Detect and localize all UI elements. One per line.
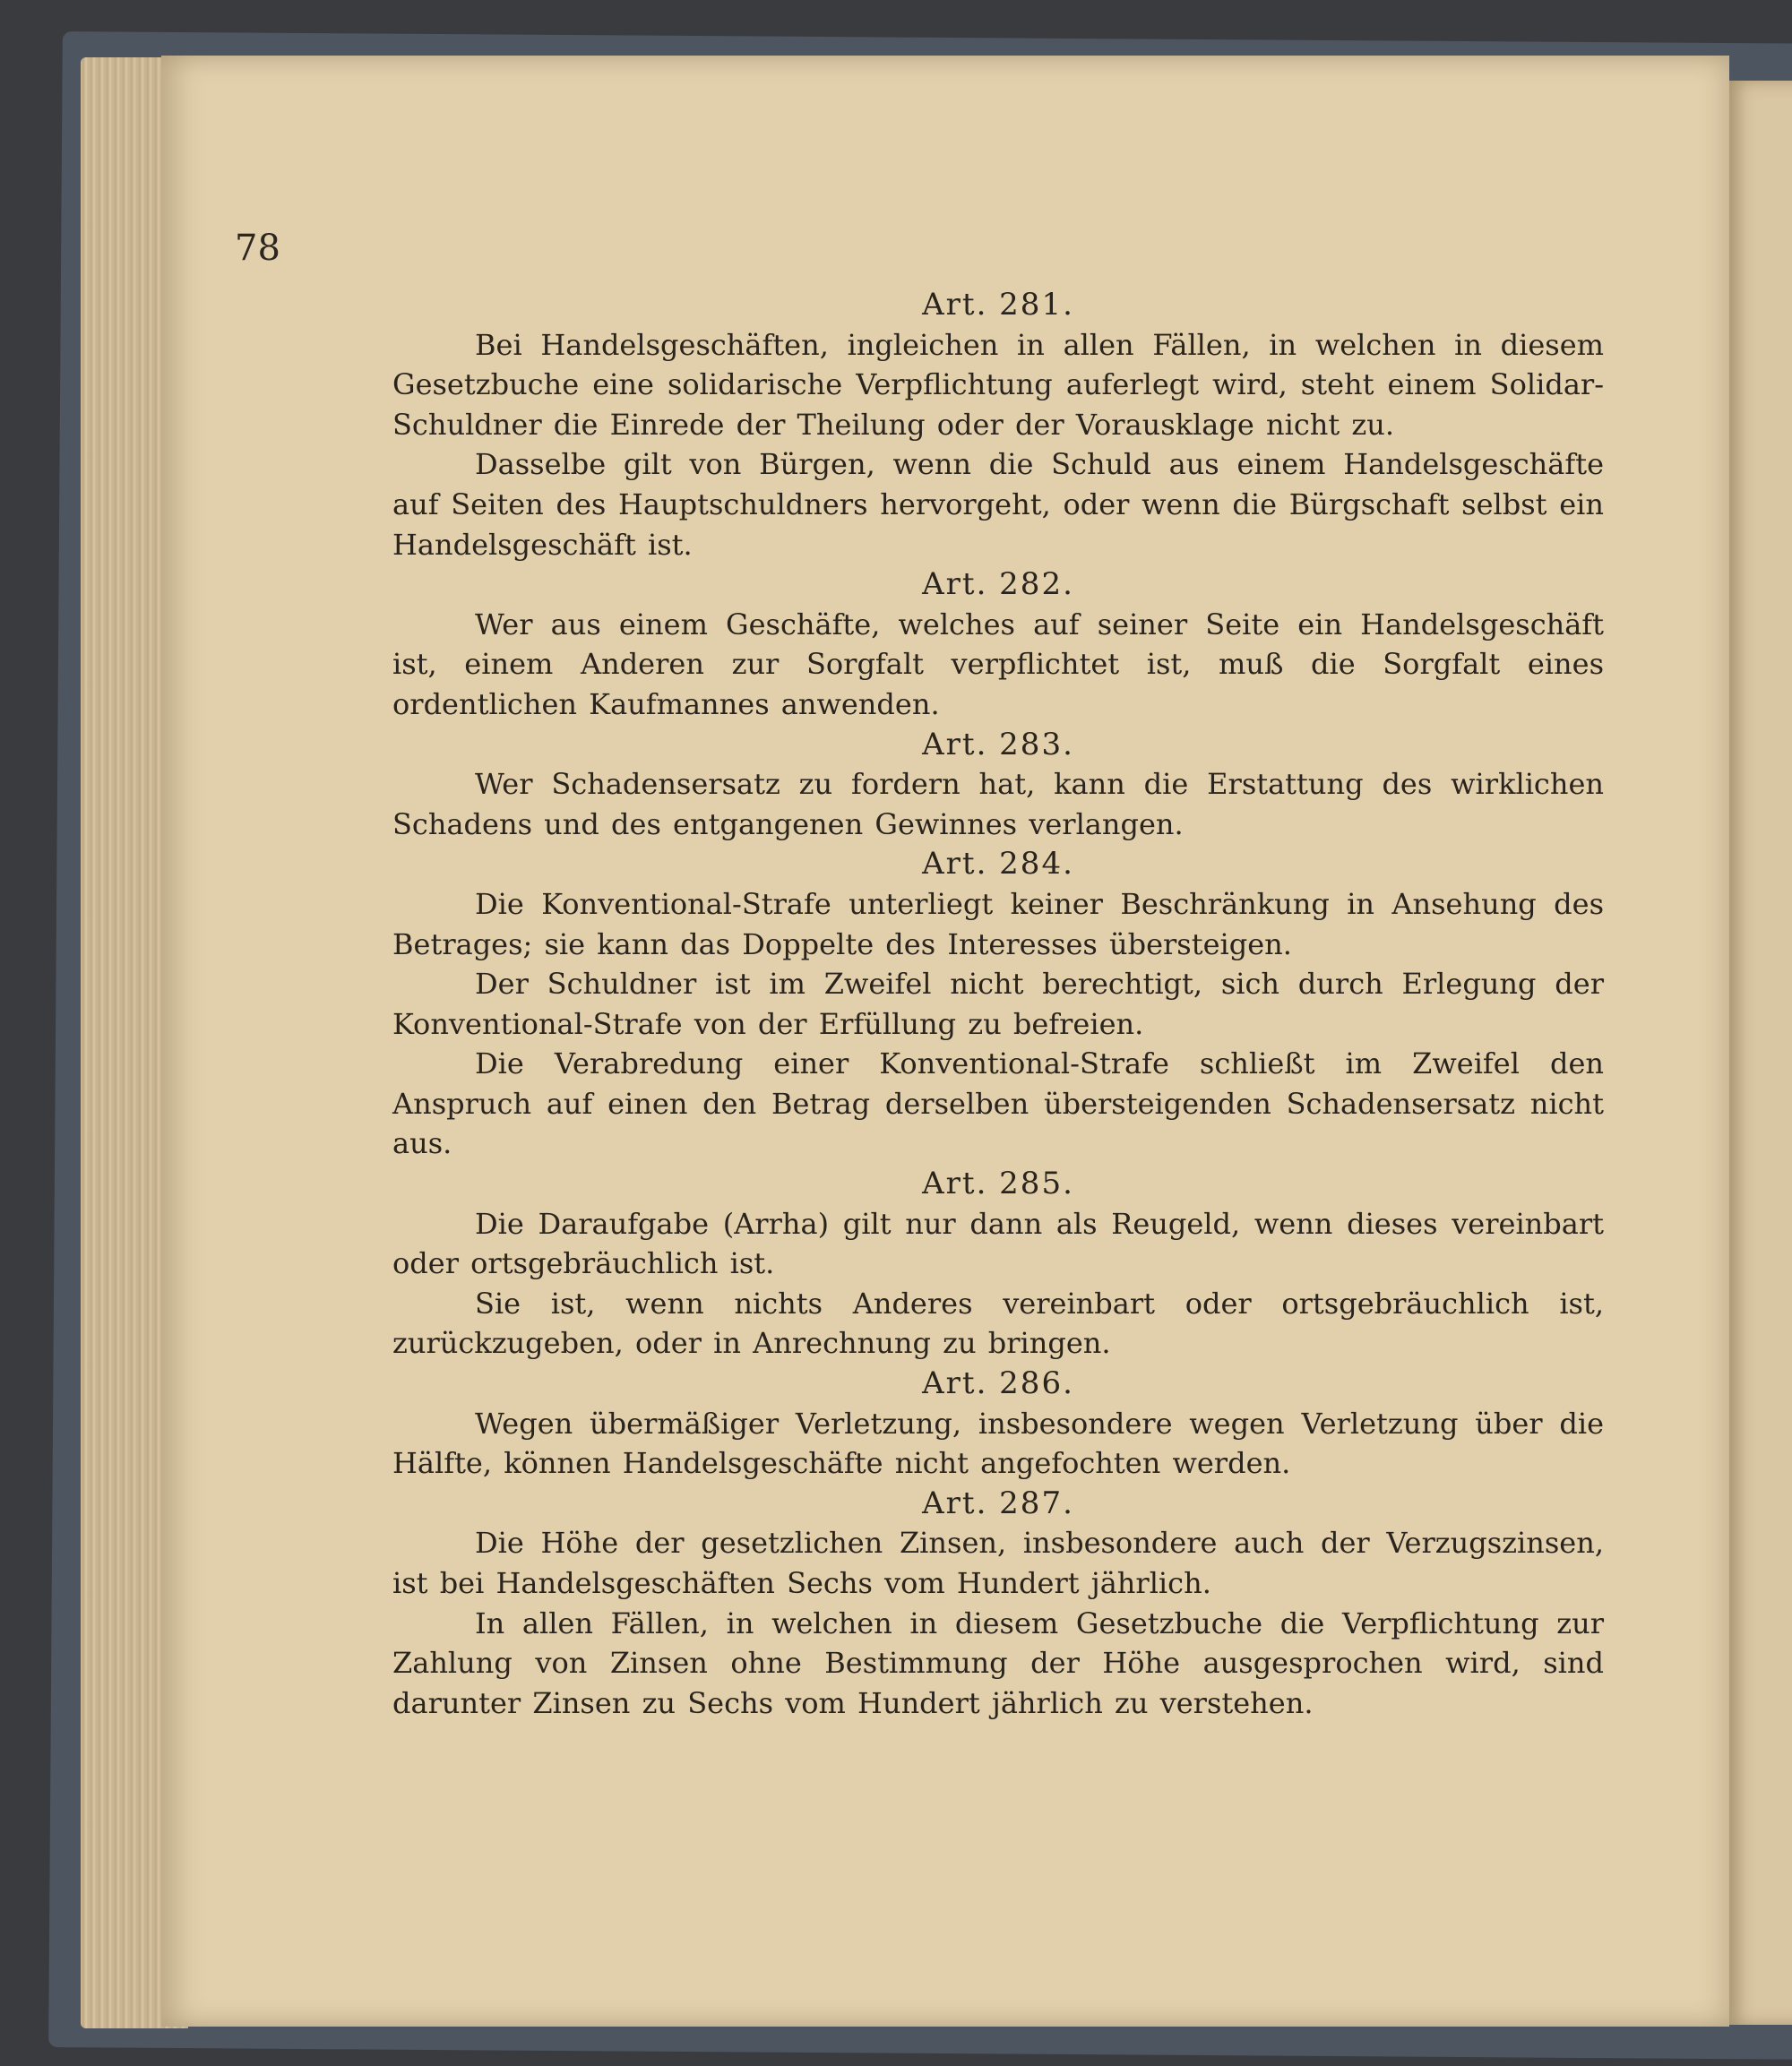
paragraph: In allen Fällen, in welchen in diesem Gesetzbuche die Verpflichtung zur Zahlung von Zinsen ohne Bestimmung der Höhe ausgesprochen wird, sind darunter Zinsen zu Sechs vom Hundert jährlich zu verstehen. (392, 1605, 1604, 1720)
article-heading: Art. 284. (922, 846, 1074, 882)
paragraph: Dasselbe gilt von Bürgen, wenn die Schuld aus einem Handelsgeschäfte auf Seiten des Hauptschuldners hervorgeht, oder wenn die Bürgschaft selbst ein Handelsgeschäft ist. (392, 447, 1604, 562)
page-text (392, 285, 1604, 1723)
article-heading: Art. 286. (922, 1365, 1074, 1402)
article-heading: Art. 287. (922, 1485, 1074, 1521)
paragraph: Der Schuldner ist im Zweifel nicht berechtigt, sich durch Erlegung der Konventional-Strafe von der Erfüllung zu befreien. (392, 967, 1604, 1041)
paragraph: Bei Handelsgeschäften, ingleichen in allen Fällen, in welchen in diesem Gesetzbuche eine solidarische Verpflichtung auferlegt wird, steht einem Solidar-Schuldner die Einrede der Theilung oder der Vorausklage nicht zu. (392, 327, 1604, 442)
article-heading: Art. 281. (922, 287, 1074, 323)
paragraph: Wer aus einem Geschäfte, welches auf seiner Seite ein Handelsgeschäft ist, einem Anderen zur Sorgfalt verpflichtet ist, muß die Sorgfalt eines ordentlichen Kaufmannes anwenden. (392, 607, 1604, 721)
facing-page-edge (1726, 81, 1792, 2025)
article-heading: Art. 283. (922, 726, 1074, 762)
paragraph: Wer Schadensersatz zu fordern hat, kann die Erstattung des wirklichen Schadens und des entgangenen Gewinnes verlangen. (392, 767, 1604, 841)
article-heading: Art. 282. (922, 566, 1074, 603)
article-heading: Art. 285. (922, 1166, 1074, 1202)
page-number: 78 (235, 228, 280, 269)
paragraph: Die Höhe der gesetzlichen Zinsen, insbesondere auch der Verzugszinsen, ist bei Handelsgeschäften Sechs vom Hundert jährlich. (392, 1526, 1604, 1600)
paragraph: Wegen übermäßiger Verletzung, insbesondere wegen Verletzung über die Hälfte, können Handelsgeschäfte nicht angefochten werden. (392, 1406, 1604, 1481)
paragraph: Sie ist, wenn nichts Anderes vereinbart oder ortsgebräuchlich ist, zurückzugeben, oder in Anrechnung zu bringen. (392, 1286, 1604, 1361)
paragraph: Die Daraufgabe (Arrha) gilt nur dann als Reugeld, wenn dieses vereinbart oder ortsgebräuchlich ist. (392, 1206, 1604, 1281)
paragraph: Die Konventional-Strafe unterliegt keiner Beschränkung in Ansehung des Betrages; sie kann das Doppelte des Interesses übersteigen. (392, 886, 1604, 961)
paragraph: Die Verabredung einer Konventional-Strafe schließt im Zweifel den Anspruch auf einen den Betrag derselben übersteigenden Schadensersatz nicht aus. (392, 1046, 1604, 1161)
